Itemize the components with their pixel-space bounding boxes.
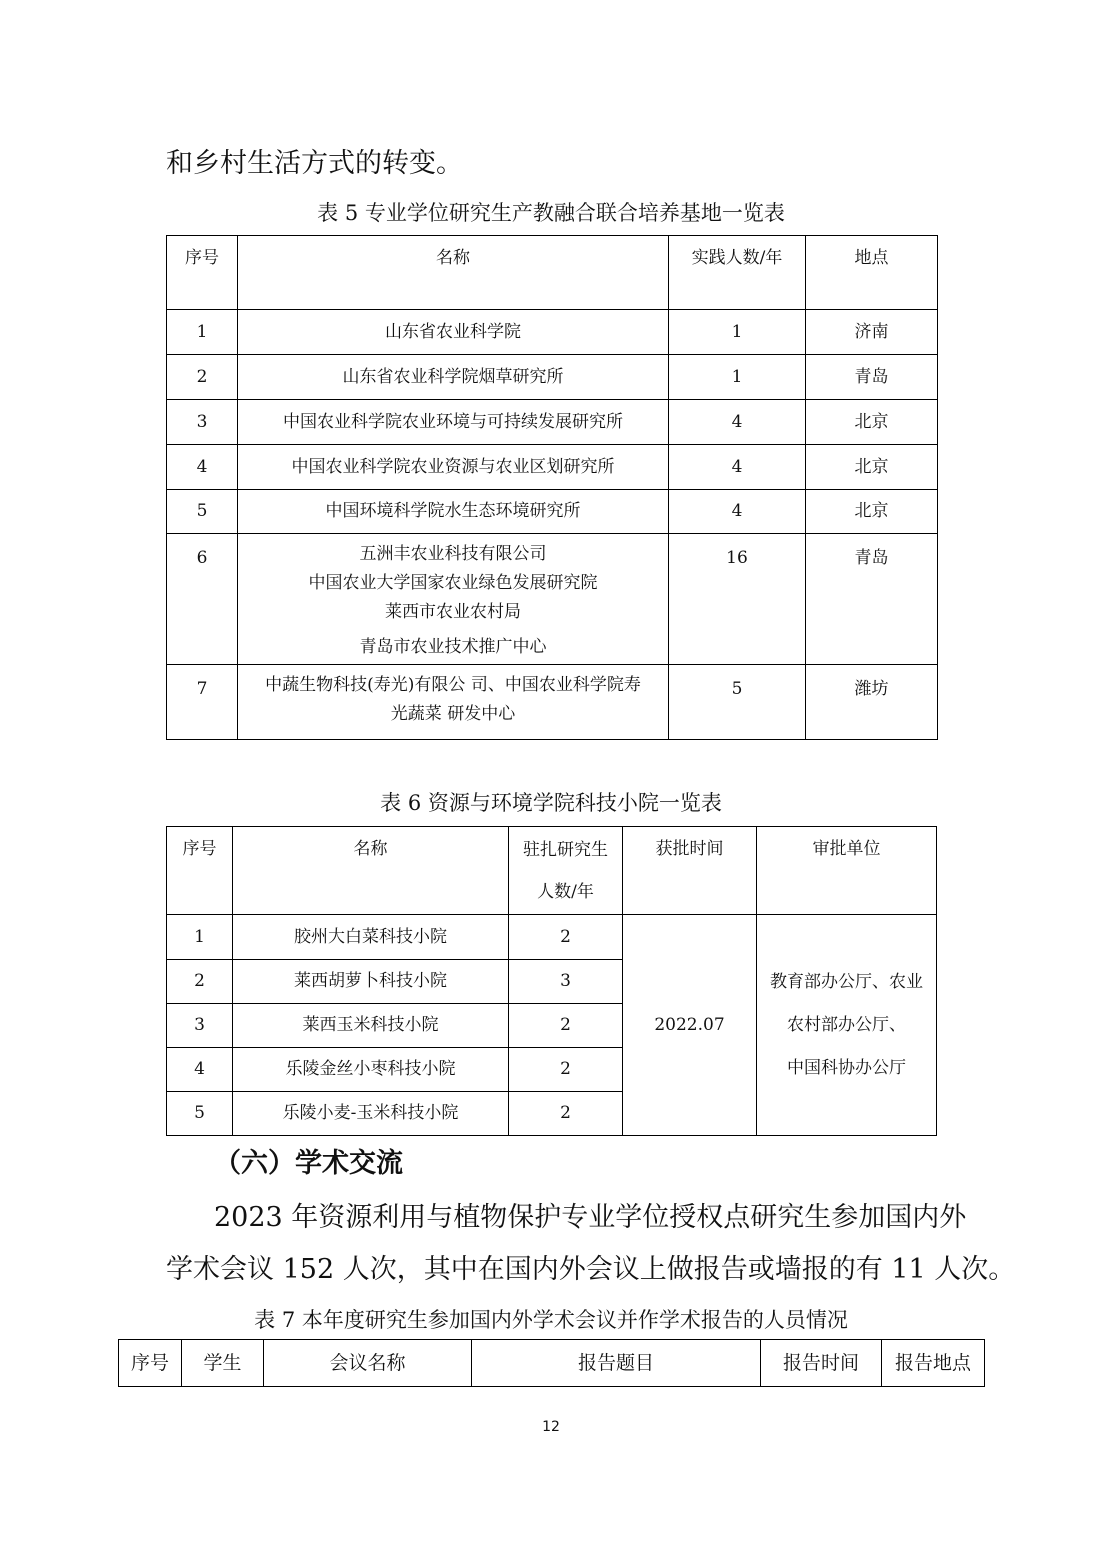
- table-row: [167, 355, 938, 400]
- row-name: [238, 534, 669, 665]
- row-name: 乐陵金丝小枣科技小院: [233, 1048, 509, 1092]
- table5-header-row: [167, 236, 938, 310]
- table-row: [167, 445, 938, 490]
- table6: [166, 826, 937, 1136]
- row-name: 乐陵小麦-玉米科技小院: [233, 1092, 509, 1136]
- row-count: 4: [669, 490, 806, 534]
- header-line: 人数/年: [537, 882, 594, 902]
- row-count: 5: [669, 665, 806, 740]
- paragraph-line: 学术会议 152 人次，其中在国内外会议上做报告或墙报的有 11 人次。: [166, 1254, 1016, 1285]
- row-no: 3: [167, 400, 238, 445]
- row-name: 胶州大白菜科技小院: [233, 915, 509, 960]
- row-name: 莱西胡萝卜科技小院: [233, 960, 509, 1004]
- row-name: 山东省农业科学院烟草研究所: [238, 355, 669, 400]
- row-no: 6: [167, 534, 238, 665]
- row-name-line: 中国农业大学国家农业绿色发展研究院: [308, 573, 598, 593]
- row-place: 青岛: [806, 355, 938, 400]
- row-no: 1: [167, 310, 238, 355]
- intro-text: 和乡村生活方式的转变。: [166, 148, 463, 179]
- row-name: 中国环境科学院水生态环境研究所: [238, 490, 669, 534]
- row-count: 4: [669, 400, 806, 445]
- table6-header-no: 序号: [167, 827, 233, 915]
- approval-unit: [757, 915, 937, 1136]
- row-name: 山东省农业科学院: [238, 310, 669, 355]
- row-no: 3: [167, 1004, 233, 1048]
- table5-header-place: 地点: [806, 236, 938, 310]
- row-no: 5: [167, 1092, 233, 1136]
- table5-caption: 表 5 专业学位研究生产教融合联合培养基地一览表: [317, 201, 785, 225]
- table5: [166, 235, 938, 740]
- table-row: [167, 400, 938, 445]
- approval-time: 2022.07: [623, 915, 757, 1136]
- row-name: 中国农业科学院农业资源与农业区划研究所: [238, 445, 669, 490]
- table7-header-row: [119, 1340, 985, 1387]
- table-row: [167, 915, 937, 960]
- table6-header-time: 获批时间: [623, 827, 757, 915]
- page-number: 12: [542, 1419, 560, 1435]
- row-name-line: 青岛市农业技术推广中心: [359, 637, 547, 657]
- row-count: 2: [509, 1048, 623, 1092]
- row-name: 莱西玉米科技小院: [233, 1004, 509, 1048]
- row-count: 3: [509, 960, 623, 1004]
- table7-header-student: 学生: [182, 1340, 264, 1387]
- table-row: [167, 310, 938, 355]
- row-no: 2: [167, 960, 233, 1004]
- table6-caption: 表 6 资源与环境学院科技小院一览表: [380, 791, 722, 815]
- row-place: 北京: [806, 400, 938, 445]
- row-place: 北京: [806, 490, 938, 534]
- table-row: [167, 534, 938, 665]
- row-count: 16: [669, 534, 806, 665]
- approval-unit-line: 农村部办公厅、: [787, 1014, 906, 1035]
- paragraph-line: 2023 年资源利用与植物保护专业学位授权点研究生参加国内外: [214, 1202, 967, 1233]
- table-row: [167, 665, 938, 740]
- table7-header-title: 报告题目: [472, 1340, 761, 1387]
- row-place: 济南: [806, 310, 938, 355]
- row-no: 7: [167, 665, 238, 740]
- row-count: 4: [669, 445, 806, 490]
- table7-caption: 表 7 本年度研究生参加国内外学术会议并作学术报告的人员情况: [254, 1308, 848, 1332]
- table7-header-place: 报告地点: [882, 1340, 985, 1387]
- row-no: 5: [167, 490, 238, 534]
- row-name-line: 五洲丰农业科技有限公司: [359, 544, 547, 564]
- row-name: [238, 665, 669, 740]
- row-count: 2: [509, 915, 623, 960]
- section-heading: （六）学术交流: [214, 1148, 403, 1179]
- row-name-line: 光蔬菜 研发中心: [390, 704, 516, 724]
- table6-header-name: 名称: [233, 827, 509, 915]
- row-count: 2: [509, 1004, 623, 1048]
- table7-header-time: 报告时间: [761, 1340, 882, 1387]
- table7-header-no: 序号: [119, 1340, 182, 1387]
- table6-header-row: [167, 827, 937, 915]
- table5-header-no: 序号: [167, 236, 238, 310]
- row-place: 潍坊: [806, 665, 938, 740]
- table5-header-name: 名称: [238, 236, 669, 310]
- header-line: 驻扎研究生: [523, 840, 608, 860]
- table6-header-unit: 审批单位: [757, 827, 937, 915]
- row-name-line: 莱西市农业农村局: [385, 602, 521, 622]
- row-place: 青岛: [806, 534, 938, 665]
- table6-header-count: [509, 827, 623, 915]
- row-no: 1: [167, 915, 233, 960]
- row-no: 4: [167, 445, 238, 490]
- table5-header-count: 实践人数/年: [669, 236, 806, 310]
- table7: [118, 1339, 985, 1387]
- approval-unit-line: 中国科协办公厅: [787, 1057, 906, 1078]
- row-name-line: 中蔬生物科技(寿光)有限公 司、中国农业科学院寿: [265, 675, 641, 695]
- table-row: [167, 490, 938, 534]
- row-count: 1: [669, 310, 806, 355]
- approval-unit-line: 教育部办公厅、农业: [770, 971, 923, 992]
- row-no: 2: [167, 355, 238, 400]
- row-count: 1: [669, 355, 806, 400]
- row-no: 4: [167, 1048, 233, 1092]
- row-count: 2: [509, 1092, 623, 1136]
- row-place: 北京: [806, 445, 938, 490]
- table7-header-conference: 会议名称: [264, 1340, 472, 1387]
- row-name: 中国农业科学院农业环境与可持续发展研究所: [238, 400, 669, 445]
